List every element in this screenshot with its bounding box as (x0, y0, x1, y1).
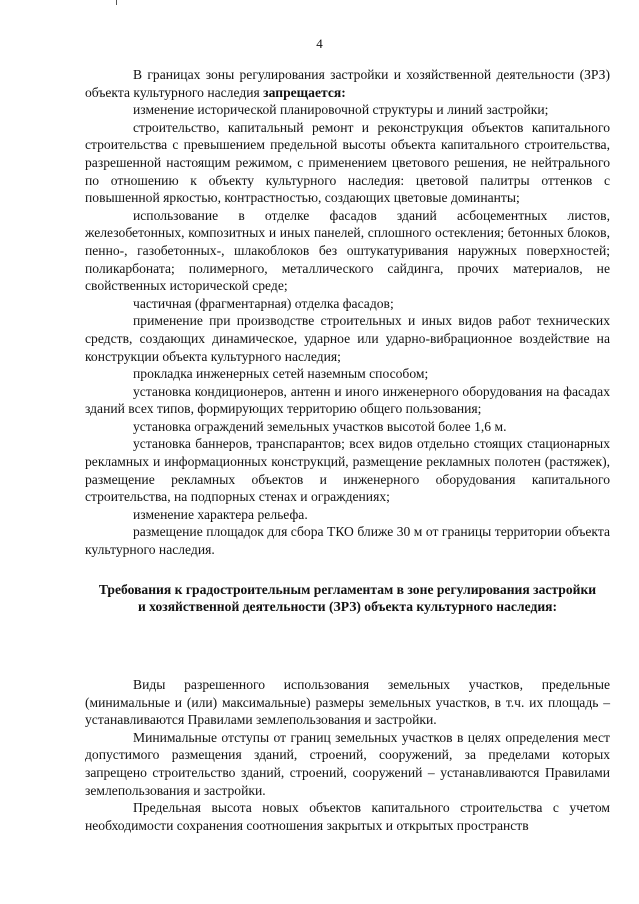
list-item: прокладка инженерных сетей наземным способом; (133, 366, 429, 382)
list-item: изменение исторической планировочной структуры и линий застройки; (133, 102, 549, 118)
body-paragraph: Минимальные отступы от границ земельных участков в целях определения мест допустимого размещения зданий, строений, сооружений, за пределами которых запрещено строительство зданий, строений, сооружений – устанавливаются Правилами землепользования и застройки. (85, 729, 610, 798)
list-item: установка баннеров, транспарантов; всех видов отдельно стоящих стационарных рекламных и информационных конструкций, размещение рекламных полотен (растяжек), размещение рекламных объектов и инженерного оборудования капитального строительства, на подпорных стенах и ограждениях; (85, 436, 610, 505)
intro-text: В границах зоны регулирования застройки и хозяйственной деятельности (ЗРЗ) объекта культурного наследия (85, 67, 610, 100)
list-item: применение при производстве строительных и иных видов работ технических средств, создающих динамическое, ударное или ударно-вибрационное воздействие на конструкции объекта культурного наследия; (85, 313, 610, 364)
list-item: установка кондиционеров, антенн и иного инженерного оборудования на фасадах зданий всех типов, формирующих территорию общего пользования; (85, 383, 610, 417)
intro-paragraph (85, 66, 610, 101)
body-paragraph: Виды разрешенного использования земельных участков, предельные (минимальные и (или) максимальные) размеры земельных участков, в т.ч. их площадь – устанавливаются Правилами землепользования и застройки. (85, 677, 610, 728)
list-item: размещение площадок для сбора ТКО ближе 30 м от границы территории объекта культурного наследия. (85, 524, 610, 558)
requirements-section (85, 676, 610, 834)
body-paragraph: Предельная высота новых объектов капитального строительства с учетом необходимости сохранения соотношения закрытых и открытых пространств (85, 800, 610, 833)
list-item: частичная (фрагментарная) отделка фасадов; (133, 295, 394, 311)
scan-mark (116, 0, 120, 5)
list-item: строительство, капитальный ремонт и реконструкция объектов капитального строительства с превышением предельной высоты объекта капитального строительства, разрешенной настоящим режимом, с применением цветового решения, не нейтрального по отношению к объекту культурного наследия: цветовой палитры оттенков с повышенной яркостью, контрастностью, создающих цветовые доминанты; (85, 119, 610, 206)
list-item: установка ограждений земельных участков высотой более 1,6 м. (133, 418, 507, 434)
restrictions-section (85, 66, 610, 616)
list-item: изменение характера рельефа. (133, 506, 308, 522)
section-heading: Требования к градостроительным регламентам в зоне регулирования застройки и хозяйственной деятельности (ЗРЗ) объекта культурного наследия: (98, 581, 597, 615)
list-item: использование в отделке фасадов зданий асбоцементных листов, железобетонных, композитных и иных панелей, сплошного остекления; бетонных блоков, пенно-, газобетонных-, шлакоблоков без оштукатуривания наружных поверхностей; поликарбоната; полимерного, металлического сайдинга, прочих материалов, не свойственных исторической среде; (85, 207, 610, 294)
intro-bold: запрещается: (263, 84, 346, 100)
page-number: 4 (316, 36, 323, 51)
